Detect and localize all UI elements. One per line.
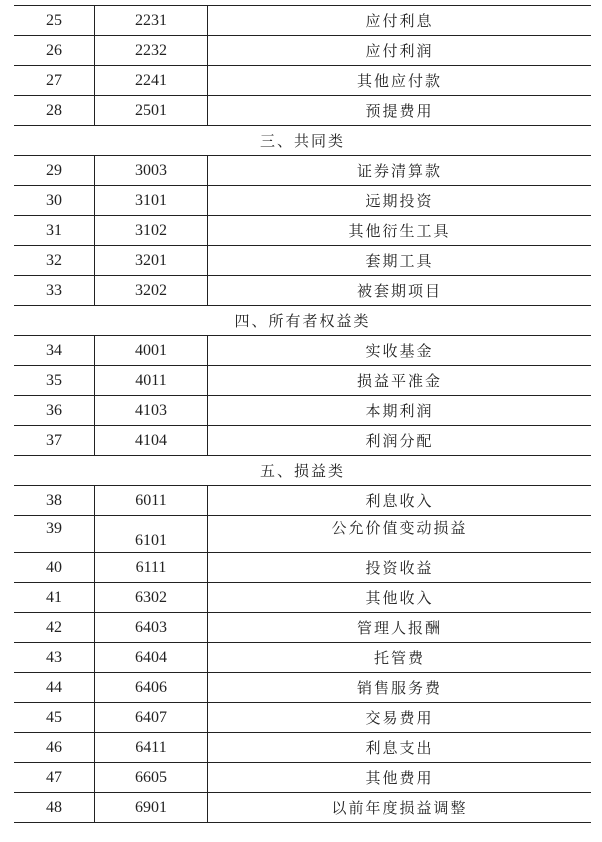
account-code: 2232 — [95, 36, 208, 66]
account-code: 4011 — [95, 366, 208, 396]
account-name: 利息收入 — [208, 486, 592, 516]
account-code: 6605 — [95, 763, 208, 793]
table-row — [14, 793, 591, 823]
table-row — [14, 426, 591, 456]
account-name: 被套期项目 — [208, 276, 592, 306]
table-row — [14, 703, 591, 733]
section-header-row — [14, 126, 591, 156]
table-row — [14, 276, 591, 306]
account-code: 2231 — [95, 6, 208, 36]
row-number: 47 — [14, 763, 95, 793]
row-number: 42 — [14, 613, 95, 643]
section-title: 五、损益类 — [14, 456, 591, 486]
row-number: 43 — [14, 643, 95, 673]
row-number: 35 — [14, 366, 95, 396]
account-name: 利息支出 — [208, 733, 592, 763]
account-code: 6111 — [95, 553, 208, 583]
account-code: 4103 — [95, 396, 208, 426]
account-name: 应付利息 — [208, 6, 592, 36]
row-number: 45 — [14, 703, 95, 733]
account-name: 预提费用 — [208, 96, 592, 126]
row-number: 39 — [14, 516, 95, 553]
table-row — [14, 583, 591, 613]
table-row — [14, 486, 591, 516]
row-number: 30 — [14, 186, 95, 216]
section-header-row — [14, 456, 591, 486]
row-number: 34 — [14, 336, 95, 366]
account-name: 其他衍生工具 — [208, 216, 592, 246]
account-code: 6411 — [95, 733, 208, 763]
account-name: 本期利润 — [208, 396, 592, 426]
table-row — [14, 553, 591, 583]
row-number: 32 — [14, 246, 95, 276]
account-code: 6406 — [95, 673, 208, 703]
account-code: 3201 — [95, 246, 208, 276]
row-number: 37 — [14, 426, 95, 456]
table-row — [14, 186, 591, 216]
table-row — [14, 673, 591, 703]
account-name: 损益平准金 — [208, 366, 592, 396]
table-row — [14, 613, 591, 643]
account-name: 证券清算款 — [208, 156, 592, 186]
account-name: 交易费用 — [208, 703, 592, 733]
account-code: 3101 — [95, 186, 208, 216]
table-row — [14, 366, 591, 396]
account-code: 6901 — [95, 793, 208, 823]
table-row — [14, 36, 591, 66]
account-code: 4104 — [95, 426, 208, 456]
account-name: 管理人报酬 — [208, 613, 592, 643]
account-name: 托管费 — [208, 643, 592, 673]
section-title: 四、所有者权益类 — [14, 306, 591, 336]
account-name: 公允价值变动损益 — [208, 516, 592, 553]
table-row — [14, 643, 591, 673]
account-code: 6404 — [95, 643, 208, 673]
table-row — [14, 96, 591, 126]
row-number: 38 — [14, 486, 95, 516]
row-number: 29 — [14, 156, 95, 186]
table-row — [14, 246, 591, 276]
row-number: 27 — [14, 66, 95, 96]
row-number: 36 — [14, 396, 95, 426]
section-title: 三、共同类 — [14, 126, 591, 156]
row-number: 48 — [14, 793, 95, 823]
table-row — [14, 216, 591, 246]
section-header-row — [14, 306, 591, 336]
account-code: 2501 — [95, 96, 208, 126]
account-name: 其他应付款 — [208, 66, 592, 96]
table-row — [14, 516, 591, 553]
account-code: 3202 — [95, 276, 208, 306]
account-code: 6302 — [95, 583, 208, 613]
table-row — [14, 336, 591, 366]
account-name: 远期投资 — [208, 186, 592, 216]
account-name: 其他收入 — [208, 583, 592, 613]
account-code: 6101 — [95, 516, 208, 553]
table-row — [14, 66, 591, 96]
account-name: 利润分配 — [208, 426, 592, 456]
row-number: 40 — [14, 553, 95, 583]
row-number: 26 — [14, 36, 95, 66]
accounts-table — [14, 5, 591, 823]
account-name: 实收基金 — [208, 336, 592, 366]
account-code: 3102 — [95, 216, 208, 246]
row-number: 46 — [14, 733, 95, 763]
account-name: 销售服务费 — [208, 673, 592, 703]
account-name: 以前年度损益调整 — [208, 793, 592, 823]
row-number: 25 — [14, 6, 95, 36]
row-number: 33 — [14, 276, 95, 306]
account-code: 3003 — [95, 156, 208, 186]
table-row — [14, 396, 591, 426]
account-code: 6011 — [95, 486, 208, 516]
row-number: 28 — [14, 96, 95, 126]
row-number: 31 — [14, 216, 95, 246]
account-code: 4001 — [95, 336, 208, 366]
row-number: 41 — [14, 583, 95, 613]
account-name: 其他费用 — [208, 763, 592, 793]
table-row — [14, 763, 591, 793]
account-name: 套期工具 — [208, 246, 592, 276]
table-row — [14, 733, 591, 763]
table-row — [14, 156, 591, 186]
table-row — [14, 6, 591, 36]
account-name: 投资收益 — [208, 553, 592, 583]
row-number: 44 — [14, 673, 95, 703]
account-code: 6407 — [95, 703, 208, 733]
account-name: 应付利润 — [208, 36, 592, 66]
account-code: 6403 — [95, 613, 208, 643]
account-code: 2241 — [95, 66, 208, 96]
